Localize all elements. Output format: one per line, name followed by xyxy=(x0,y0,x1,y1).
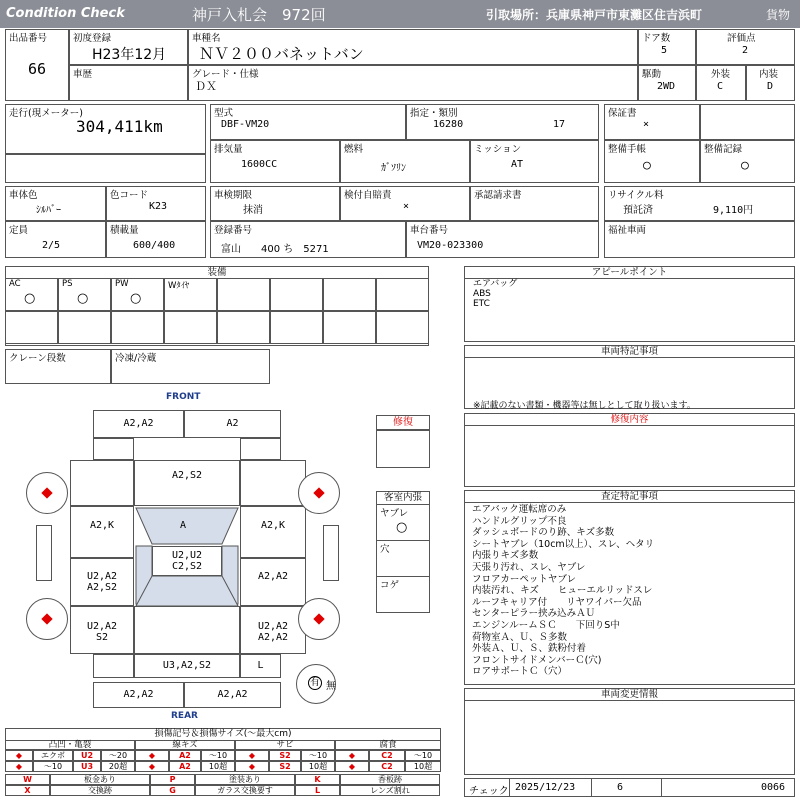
check-label: チェック xyxy=(469,786,509,797)
inspect-note-line: 内装汚れ、キズ ヒューエルリッドスレ xyxy=(472,585,653,597)
grade-label: グレード・仕様 xyxy=(192,69,259,80)
right-mid-door: A2,A2 xyxy=(240,558,306,606)
model-label: 型式 xyxy=(214,108,234,119)
chassis-cell xyxy=(406,221,599,258)
inspect-note-line: エンジンルームＳＣ 下回りS中 xyxy=(472,619,620,631)
approval-label: 承認請求書 xyxy=(474,190,522,201)
drive-label: 駆動 xyxy=(642,69,662,80)
legend-cell: U2 xyxy=(73,750,101,761)
legend-group-header: 線キズ xyxy=(135,740,235,750)
equipment-cell xyxy=(58,278,111,311)
reg-number-label: 登録番号 xyxy=(214,225,253,236)
special-panel xyxy=(464,345,795,409)
right-fender xyxy=(240,460,306,506)
lot-value: 66 xyxy=(28,60,47,78)
repair-title: 修復 xyxy=(393,417,413,428)
legend-cell: A2 xyxy=(169,761,201,772)
drive-value: 2WD xyxy=(657,81,676,92)
lot-label: 出品番号 xyxy=(9,33,48,44)
legend-title: 損傷記号＆損傷サイズ(〜最大cm) xyxy=(5,728,441,740)
legend-cell: 〜10 xyxy=(201,750,235,761)
inspect-note-line: ルーフキャリア付 リヤワイパー欠品 xyxy=(472,596,642,608)
appeal-line: ABS xyxy=(473,289,491,299)
color-code-label: 色コード xyxy=(110,190,149,201)
legend-cell: 10超 xyxy=(301,761,335,772)
rear-label: REAR xyxy=(171,711,198,721)
doors-cell xyxy=(638,29,696,65)
legend-key-code: G xyxy=(150,785,195,796)
reg-number-value: 富山 400 ち 5271 xyxy=(221,244,329,255)
legend-key-code: X xyxy=(5,785,50,796)
designation-cell xyxy=(406,104,599,140)
body-color-label: 車体色 xyxy=(9,190,38,201)
score-label: 評価点 xyxy=(727,33,756,44)
legend-key-text: 交換跡 xyxy=(50,785,150,796)
doors-value: 5 xyxy=(661,45,668,56)
equipment-cell xyxy=(111,311,164,344)
pickup-location: 引取場所：兵庫県神戸市東灘区住吉浜町 xyxy=(486,8,703,22)
legend-cell: ◆ xyxy=(5,761,33,772)
chassis-value: VM20-023300 xyxy=(417,240,484,251)
interior-cell xyxy=(746,65,795,101)
rear-bumper-right: A2,A2 xyxy=(184,682,281,708)
legend-group-header: 凸凹・亀裂 xyxy=(5,740,135,750)
recycle-status: 預託済 xyxy=(623,205,653,216)
equipment-cell xyxy=(58,311,111,344)
warranty-label: 保証書 xyxy=(608,108,637,119)
equipment-title: 装備 xyxy=(6,267,428,279)
cabin-panel xyxy=(376,491,430,613)
fuel-cell xyxy=(340,140,470,183)
legend-cell: 20超 xyxy=(101,761,135,772)
fuel-label: 燃料 xyxy=(344,144,364,155)
legend-key-code: W xyxy=(5,774,50,785)
freezer-label: 冷凍/冷蔵 xyxy=(115,353,157,364)
inspect-note-line: フロントサイドメンバーＣ(穴) xyxy=(472,654,602,666)
spare-no: 無 xyxy=(326,681,336,692)
inspect-note-line: ロアサポートＣ（穴） xyxy=(472,666,568,678)
spare-yes: 有 xyxy=(310,677,320,688)
legend-cell: 〜10 xyxy=(405,750,441,761)
capacity-value: 2/5 xyxy=(42,240,61,251)
maint-book-cell xyxy=(604,140,700,183)
chassis-label: 車台番号 xyxy=(410,225,449,236)
equipment-cell xyxy=(217,311,270,344)
front-left-panel: A2,A2 xyxy=(93,410,184,438)
cabin-item-label: 穴 xyxy=(380,544,390,555)
left-mid-door: U2,A2 A2,S2 xyxy=(70,558,134,606)
legend-cell: ◆ xyxy=(135,750,169,761)
left-rear-panel: U2,A2 S2 xyxy=(70,606,134,654)
score-value: 2 xyxy=(742,45,749,56)
warranty-value: × xyxy=(643,119,650,130)
inspect-note-line: エアバック運転席のみ xyxy=(472,504,567,515)
equipment-cell xyxy=(270,278,323,311)
right-mirror xyxy=(323,525,339,581)
equipment-cell xyxy=(164,311,217,344)
inspect-note-line: ハンドルグリップ不良 xyxy=(472,515,567,527)
cabin-item-label: ヤブレ xyxy=(380,508,409,519)
roof-panel: U2,U2 C2,S2 xyxy=(152,546,222,576)
check-num: 6 xyxy=(617,782,624,793)
legend-cell: ◆ xyxy=(235,750,269,761)
displacement-value: 1600CC xyxy=(241,159,278,170)
model-cell xyxy=(210,104,406,140)
fuel-value: ｶﾞｿﾘﾝ xyxy=(381,163,406,174)
recycle-label: リサイクル料 xyxy=(608,190,664,201)
legend-cell: ◆ xyxy=(335,761,369,772)
equipment-item-label: PW xyxy=(115,279,129,289)
legend-cell: 〜10 xyxy=(301,750,335,761)
legend-cell: C2 xyxy=(369,761,405,772)
equipment-cell xyxy=(5,311,58,344)
legend-group-header: 腐食 xyxy=(335,740,441,750)
special-note: ※記載のない書類・機器等は無しとして取り扱います。 xyxy=(473,401,696,411)
back-door: U3,A2,S2 xyxy=(134,654,240,678)
grade-cell xyxy=(188,65,638,101)
inspect-note-line: フロアカーペットヤブレ xyxy=(472,573,577,585)
legend-cell: ◆ xyxy=(135,761,169,772)
legend-key-text: ガラス交換要す xyxy=(195,785,295,796)
drive-cell xyxy=(638,65,696,101)
right-taillight: L xyxy=(240,654,281,678)
warranty-cell xyxy=(604,104,700,140)
inspect-notes-title: 査定特記事項 xyxy=(465,491,794,503)
capacity-label: 定員 xyxy=(9,225,29,236)
interior-label: 内装 xyxy=(759,69,779,80)
equipment-cell xyxy=(323,278,376,311)
pillars xyxy=(134,544,240,608)
warranty-blank xyxy=(700,104,795,140)
interior-value: D xyxy=(767,81,774,92)
legend-cell: C2 xyxy=(369,750,405,761)
right-front-door: A2,K xyxy=(240,506,306,558)
left-mirror xyxy=(36,525,52,581)
appeal-panel xyxy=(464,266,795,342)
check-bar xyxy=(464,778,795,797)
body-color-cell xyxy=(5,186,106,221)
maint-book-value: ○ xyxy=(643,158,651,173)
first-reg-cell xyxy=(69,29,188,65)
equipment-cell xyxy=(376,311,429,344)
equipment-item-label: AC xyxy=(9,279,21,289)
vehicle-category: 貨物 xyxy=(766,8,791,22)
legend-cell: S2 xyxy=(269,750,301,761)
legend-cell: A2 xyxy=(169,750,201,761)
special-title: 車両特記事項 xyxy=(465,346,794,358)
windshield xyxy=(134,506,240,546)
transmission-cell xyxy=(470,140,599,183)
inspect-notes-panel xyxy=(464,490,795,685)
inspection-label: 車検期限 xyxy=(214,190,253,201)
left-front-door: A2,K xyxy=(70,506,134,558)
front-label: FRONT xyxy=(166,392,201,402)
mileage-value: 304,411km xyxy=(76,117,163,136)
legend-group-header: サビ xyxy=(235,740,335,750)
score-cell xyxy=(696,29,795,65)
maint-record-label: 整備記録 xyxy=(704,144,743,155)
inspect-note-line: センターピラー挟み込みＡＵ xyxy=(472,608,596,620)
check-date: 2025/12/23 xyxy=(515,782,576,793)
equipment-item-label: Wﾀｲﾔ xyxy=(168,281,190,291)
grade-value: ＤＸ xyxy=(195,80,217,93)
designation-value2: 17 xyxy=(553,119,566,130)
legend-key-code: K xyxy=(295,774,340,785)
equipment-item-value: ○ xyxy=(77,291,89,306)
cabin-title: 客室内張 xyxy=(377,492,429,505)
repair-content-panel xyxy=(464,413,795,487)
model-value: DBF-VM20 xyxy=(221,119,270,130)
equipment-cell xyxy=(376,278,429,311)
hood-panel: A2,S2 xyxy=(134,460,240,506)
load-value: 600/400 xyxy=(133,240,176,251)
displacement-cell xyxy=(210,140,340,183)
displacement-label: 排気量 xyxy=(214,144,243,155)
equipment-cell xyxy=(5,278,58,311)
exterior-value: C xyxy=(717,81,724,92)
legend-cell: 〜10 xyxy=(33,761,73,772)
legend-key-text: 香板跡 xyxy=(340,774,440,785)
mileage-label: 走行(現メーター) xyxy=(9,108,83,119)
legend-cell: S2 xyxy=(269,761,301,772)
inspect-note-line: 荷物室Ａ、Ｕ、Ｓ多数 xyxy=(472,631,568,643)
windshield-mark: A xyxy=(180,520,187,531)
inspect-note-line: シートヤブレ（10cm以上）、スレ、ヘタリ xyxy=(472,538,655,550)
left-taillight xyxy=(93,654,134,678)
inspect-note-line: 内張りキズ多数 xyxy=(472,550,539,562)
equipment-cell xyxy=(270,311,323,344)
legend-key-text: レンズ割れ xyxy=(340,785,440,796)
legend-key-text: 板金あり xyxy=(50,774,150,785)
tax-cell xyxy=(340,186,470,221)
transmission-label: ミッション xyxy=(474,144,522,155)
left-fender xyxy=(70,460,134,506)
rear-left-wheel xyxy=(26,598,68,640)
equipment-cell xyxy=(111,278,164,311)
appeal-line: エアバッグ xyxy=(473,279,518,289)
legend-cell: U3 xyxy=(73,761,101,772)
capacity-cell xyxy=(5,221,106,258)
recycle-cell xyxy=(604,186,795,221)
equipment-cell xyxy=(217,278,270,311)
legend-cell: ◆ xyxy=(235,761,269,772)
appeal-title: アピールポイント xyxy=(465,267,794,279)
maint-book-label: 整備手帳 xyxy=(608,144,647,155)
tax-value: × xyxy=(403,201,410,212)
maint-record-value: ○ xyxy=(741,158,749,173)
exterior-label: 外装 xyxy=(711,69,731,80)
reg-number-cell xyxy=(210,221,406,258)
legend-key-code: P xyxy=(150,774,195,785)
first-reg-label: 初度登録 xyxy=(73,33,112,44)
first-reg-value: H23年12月 xyxy=(92,47,167,63)
repair-content-title: 修復内容 xyxy=(465,414,794,426)
legend-key-text: 塗装あり xyxy=(195,774,295,785)
tax-label: 検付自賠責 xyxy=(344,190,392,201)
repair-body-box xyxy=(376,430,430,468)
header-bar xyxy=(0,0,800,28)
equipment-item-label: PS xyxy=(62,279,73,289)
lot-cell xyxy=(5,29,69,101)
check-code: 0066 xyxy=(761,782,786,793)
cabin-item-label: コゲ xyxy=(380,580,400,591)
repair-title-box xyxy=(376,415,430,430)
history-label: 車歴 xyxy=(73,69,93,80)
history-cell xyxy=(69,65,188,101)
left-headlight-area xyxy=(93,438,134,460)
body-color-value: ｼﾙﾊﾞｰ xyxy=(36,205,61,216)
maint-record-cell xyxy=(700,140,795,183)
legend-cell: エクボ xyxy=(33,750,73,761)
inspection-cell xyxy=(210,186,340,221)
equipment-item-value: ○ xyxy=(24,291,36,306)
recycle-amount: 9,110円 xyxy=(713,205,754,216)
transmission-value: AT xyxy=(511,159,524,170)
welfare-cell xyxy=(604,221,795,258)
color-code-cell xyxy=(106,186,206,221)
rear-bumper-left: A2,A2 xyxy=(93,682,184,708)
mileage-cell xyxy=(5,104,206,154)
legend-cell: ◆ xyxy=(335,750,369,761)
cabin-item-value: ○ xyxy=(396,520,408,535)
front-left-wheel xyxy=(26,472,68,514)
appeal-line: ETC xyxy=(473,299,490,309)
doors-label: ドア数 xyxy=(642,33,671,44)
rear-glass xyxy=(134,606,240,654)
auction-title: 神戸入札会 972回 xyxy=(192,6,326,24)
car-name-value: ＮＶ２００バネットバン xyxy=(199,45,364,63)
load-label: 積載量 xyxy=(110,225,139,236)
legend-cell: ◆ xyxy=(5,750,33,761)
crane-cell xyxy=(5,349,111,384)
crane-label: クレーン段数 xyxy=(9,353,66,364)
front-right-wheel xyxy=(298,472,340,514)
legend-cell: 〜20 xyxy=(101,750,135,761)
rear-right-wheel xyxy=(298,598,340,640)
designation-label: 指定・類別 xyxy=(410,108,458,119)
car-name-cell xyxy=(188,29,638,65)
change-title: 車両変更情報 xyxy=(465,689,794,701)
equipment-cell xyxy=(164,278,217,311)
inspect-note-line: ダッシュボードのり跡、キズ多数 xyxy=(472,527,615,539)
approval-cell xyxy=(470,186,599,221)
welfare-label: 福祉車両 xyxy=(608,225,647,236)
equipment-item-value: ○ xyxy=(130,291,142,306)
freezer-cell xyxy=(111,349,270,384)
color-code-value: K23 xyxy=(149,201,168,212)
inspect-note-line: 外装Ａ、Ｕ、Ｓ、鉄粉付着 xyxy=(472,643,587,655)
designation-value1: 16280 xyxy=(433,119,464,130)
exterior-cell xyxy=(696,65,746,101)
mileage-blank xyxy=(5,154,206,183)
car-name-label: 車種名 xyxy=(192,33,221,44)
change-panel xyxy=(464,688,795,775)
brand-title: Condition Check xyxy=(6,6,125,21)
equipment-cell xyxy=(323,311,376,344)
load-cell xyxy=(106,221,206,258)
inspection-value: 抹消 xyxy=(243,205,263,216)
inspect-note-line: 天張り汚れ、スレ、ヤブレ xyxy=(472,561,586,573)
legend-key-code: L xyxy=(295,785,340,796)
right-headlight-area xyxy=(240,438,281,460)
right-rear-panel: U2,A2 A2,A2 xyxy=(240,606,306,654)
legend-cell: 10超 xyxy=(201,761,235,772)
legend-cell: 10超 xyxy=(405,761,441,772)
front-right-panel: A2 xyxy=(184,410,281,438)
